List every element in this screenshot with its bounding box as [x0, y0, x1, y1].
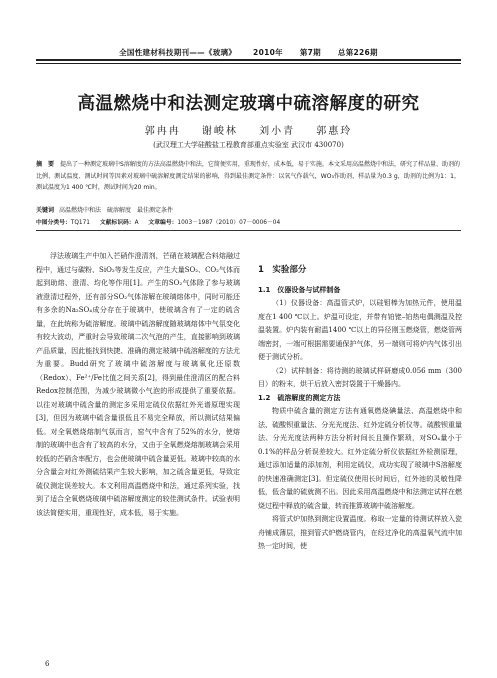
journal-name: 全国性建材科技期刊——《玻璃》 [119, 48, 237, 57]
author: 郭冉冉 [144, 126, 181, 137]
subsection-heading: 1.2 硫溶解度的测定方法 [258, 393, 341, 402]
author: 郭惠玲 [316, 126, 353, 137]
classification-line [36, 217, 280, 226]
article-id-value: 1003－1987（2010）07－0006－04 [177, 220, 281, 226]
journal-issue: 第7期 [299, 48, 321, 57]
affiliation: (武汉理工大学硅酸盐工程教育部重点实验室 武汉市 430070) [153, 141, 344, 149]
paper-title: 高温燃烧中和法测定玻璃中硫溶解度的研究 [77, 94, 420, 114]
header-rule-thin [36, 63, 461, 64]
author: 刘小青 [259, 126, 296, 137]
left-column [36, 250, 240, 520]
abstract-separator [36, 230, 461, 231]
journal-total-issue: 总第226期 [337, 48, 378, 57]
section-heading: 1 实验部分 [258, 265, 307, 275]
running-header [0, 47, 497, 58]
doc-code-value: A [134, 220, 139, 226]
page-number: 6 [45, 660, 50, 668]
journal-year: 2010年 [253, 48, 283, 57]
right-column [258, 258, 462, 554]
keywords-text: 高温燃烧中和法 硫溶解度 最佳测定条件 [59, 207, 174, 214]
body-paragraph: （1）仪器设备：高温管式炉，以硅钼棒为加热元件，使用温度在1 400 ℃以上。炉温可设定，并带有铂铑–铂热电偶测温及控温装置。炉内装有耐温1400 ℃以上的异径刚玉燃烧管，燃烧管两端密封，一端可根据需要通保护气体，另一端则可将炉内气体引出便于测试分析。 [258, 299, 462, 361]
body-paragraph: （2）试样制备：将待测的玻璃试样研磨成0.056 mm（300目）的粉末，烘干后放入密封袋置于干燥器内。 [258, 366, 462, 388]
author: 谢峻林 [201, 126, 238, 137]
author-list [0, 122, 497, 137]
header-rule-thick [36, 59, 461, 61]
article-id-label: 文章编号： [148, 220, 178, 226]
doc-code-label: 文献标识码： [99, 220, 135, 226]
keywords-label: 关键词 [36, 207, 55, 214]
abstract-label: 摘 要 [36, 161, 55, 168]
clc-label: 中图分类号： [36, 220, 71, 226]
abstract [36, 159, 460, 194]
body-paragraph: 物质中硫含量的测定方法有通氧燃烧碘量法、高温燃烧中和法、硫酸钡重量法、分光光度法、红外定硫分析仪等。硫酸钡重量法、分光光度法两种方法分析时间长且操作繁琐，对SO₄量小于0.1%的样品分析误差较大。红外定硫分析仪依据红外检测原理，通过添加适量的添加剂，利用定硫仪，成功实现了玻璃中S溶解度的快速准确测定[3]。但定硫仪使用长时间后，红外池的灵敏性降低，低含量的硫就测不出。因此采用高温燃烧中和法测定试样在燃烧过程中释放的硫含量，转而推算玻璃中硫溶解度。 [258, 407, 462, 510]
clc-value: TQ171 [70, 220, 90, 226]
subsection-heading: 1.1 仪器设备与试样制备 [258, 285, 341, 294]
keywords [36, 205, 173, 214]
body-paragraph: 将管式炉加热到测定设置温度。称取一定量的待测试样放入瓷舟铺成薄层，推到管式炉燃烧管内，在经过净化的高温氧气流中加热一定时间，使 [258, 515, 462, 550]
abstract-text: 提出了一种测定玻璃中S溶解度的方法高温燃烧中和法，它简便实用，重现性好，成本低，易于实施。本文采用高温燃烧中和法，研究了样品量、助剂的比例、测试温度、测试时间等因素对玻璃中硫溶解度测定结果的影响，得到最佳测定条件：以氧气作载气，WO₃作助剂，样品量为0.3 g，助剂的比例为1：1，测试温度为1 400 ℃时，测试时间为20 min。 [36, 161, 460, 191]
intro-paragraph: 浮法玻璃生产中加入芒硝作澄清剂，芒硝在玻璃配合料熔融过程中，通过与碳粉、SiO₂等发生反应，产生大量SO₂、CO₂气体而起到助熔、澄清、均化等作用[1]。产生的SO₂气体除了参与玻璃液澄清过程外，还有部分SO₂气体溶解在玻璃熔体中，同时可能还有多余的Na₂SO₄成分存在于玻璃中，使玻璃含有了一定的硫含量，在此统称为硫溶解度。玻璃中硫溶解度随玻璃熔体中气氛变化有较大波动，严重时会导致玻璃二次气泡的产生，直接影响到玻璃产品质量，因此能找到快捷、准确的测定玻璃中硫溶解度的方法尤为重要。Budd研究了玻璃中硫溶解度与玻璃氧化还原数（Redox）、Fe²⁺/Fe比值之间关系[2]，得到最佳澄清区的配合料Redox控制范围，为减少玻璃微小气泡的形成提供了重要依据。以往对玻璃中硫含量的测定多采用定硫仪依据红外光谱原理实现[3]，但因为玻璃中硫含量很低且不易完全释放，所以测试结果偏低。对全氧燃烧熔制气氛而言，窑气中含有了52%的水分，使熔制的玻璃中也含有了较高的水分，又由于全氧燃烧熔制玻璃会采用较低的芒硝含率配方，也会使玻璃中硫含量更低。玻璃中较高的水分含量会对红外测硫结果产生较大影响，加之硫含量更低，导致定硫仪测定误差较大。本文利用高温燃烧中和法，通过系列实验，找到了适合全氧燃烧玻璃中硫溶解度测定的较佳测试条件。试验表明该法简便实用，重现性好，成本低，易于实施。 [36, 252, 240, 517]
